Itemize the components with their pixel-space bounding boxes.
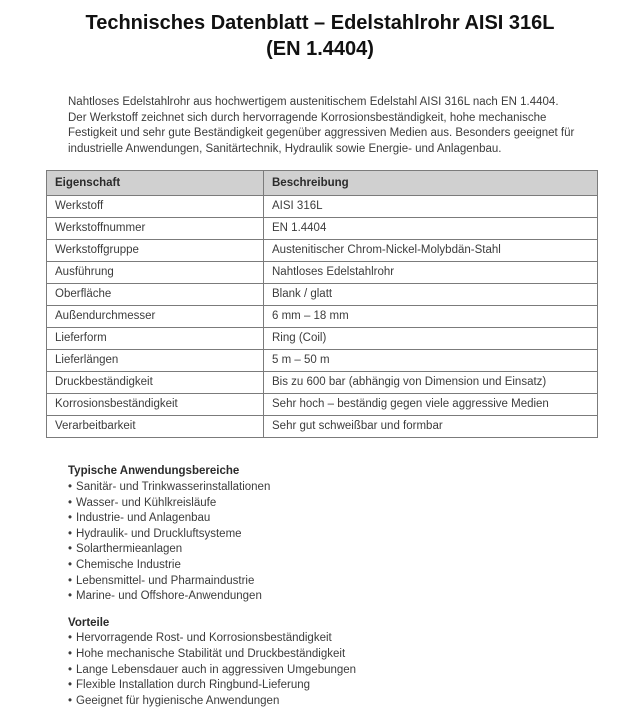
list-item xyxy=(68,574,640,590)
spec-property: Werkstoff xyxy=(47,196,264,218)
intro-line: Festigkeit und sehr gute Beständigkeit gegenüber aggressiven Medien aus. Besonders geeignet für xyxy=(68,127,575,140)
intro-line: industrielle Anwendungen, Sanitärtechnik, Hydraulik sowie Energie- und Anlagenbau. xyxy=(68,142,502,155)
spec-property: Werkstoffgruppe xyxy=(47,240,264,262)
table-row xyxy=(47,328,598,350)
list-item-text: Hydraulik- und Druckluftsysteme xyxy=(76,527,242,540)
bullet-icon: • xyxy=(68,590,73,603)
list-item xyxy=(68,678,640,694)
bullet-icon: • xyxy=(68,558,73,571)
spec-value: Blank / glatt xyxy=(264,284,598,306)
list-item xyxy=(68,663,640,679)
table-row xyxy=(47,262,598,284)
table-row xyxy=(47,284,598,306)
spec-property: Oberfläche xyxy=(47,284,264,306)
applications-section xyxy=(68,464,640,604)
list-item-text: Solarthermieanlagen xyxy=(76,543,183,556)
spec-property: Werkstoffnummer xyxy=(47,218,264,240)
list-item xyxy=(68,647,640,663)
list-item xyxy=(68,542,640,558)
intro-line: Nahtloses Edelstahlrohr aus hochwertigem austenitischem Edelstahl AISI 316L nach EN 1.4404. xyxy=(68,96,559,108)
list-item-text: Industrie- und Anlagenbau xyxy=(76,512,211,525)
spec-property: Lieferform xyxy=(47,328,264,350)
table-row xyxy=(47,306,598,328)
table-row xyxy=(47,372,598,394)
list-item-text: Geeignet für hygienische Anwendungen xyxy=(76,694,280,707)
list-item xyxy=(68,527,640,543)
bullet-icon: • xyxy=(68,574,73,587)
column-header-property: Eigenschaft xyxy=(47,171,264,196)
bullet-icon: • xyxy=(68,694,73,707)
spec-property: Ausführung xyxy=(47,262,264,284)
bullet-icon: • xyxy=(68,647,73,660)
spec-value: 5 m – 50 m xyxy=(264,350,598,372)
list-item-text: Marine- und Offshore-Anwendungen xyxy=(76,590,262,603)
list-item-text: Lange Lebensdauer auch in aggressiven Umgebungen xyxy=(76,663,357,676)
list-item xyxy=(68,589,640,605)
column-header-description: Beschreibung xyxy=(264,171,598,196)
list-item-text: Lebensmittel- und Pharmaindustrie xyxy=(76,574,255,587)
spec-table xyxy=(46,170,598,438)
bullet-icon: • xyxy=(68,512,73,525)
spec-value: Austenitischer Chrom-Nickel-Molybdän-Stahl xyxy=(264,240,598,262)
table-row xyxy=(47,350,598,372)
spec-value: EN 1.4404 xyxy=(264,218,598,240)
spec-value: Sehr hoch – beständig gegen viele aggressive Medien xyxy=(264,394,598,416)
bullet-icon: • xyxy=(68,632,73,645)
list-item xyxy=(68,480,640,496)
spec-property: Druckbeständigkeit xyxy=(47,372,264,394)
bullet-icon: • xyxy=(68,679,73,692)
applications-heading: Typische Anwendungsbereiche xyxy=(68,465,240,478)
list-item-text: Chemische Industrie xyxy=(76,558,181,571)
table-header-row xyxy=(47,171,598,196)
spec-value: Bis zu 600 bar (abhängig von Dimension und Einsatz) xyxy=(264,372,598,394)
spec-value: Sehr gut schweißbar und formbar xyxy=(264,416,598,438)
list-item xyxy=(68,631,640,647)
list-item xyxy=(68,558,640,574)
list-item-text: Hohe mechanische Stabilität und Druckbeständigkeit xyxy=(76,647,346,660)
spec-property: Lieferlängen xyxy=(47,350,264,372)
spec-value: AISI 316L xyxy=(264,196,598,218)
advantages-heading: Vorteile xyxy=(68,616,110,629)
intro-line: Der Werkstoff zeichnet sich durch hervorragende Korrosionsbeständigkeit, hohe mechanische xyxy=(68,111,547,124)
spec-value: Nahtloses Edelstahlrohr xyxy=(264,262,598,284)
bullet-icon: • xyxy=(68,543,73,556)
bullet-icon: • xyxy=(68,496,73,509)
list-item xyxy=(68,694,640,710)
bullet-icon: • xyxy=(68,480,73,493)
bullet-icon: • xyxy=(68,663,73,676)
table-row xyxy=(47,196,598,218)
list-item xyxy=(68,496,640,512)
page-title-line1: Technisches Datenblatt – Edelstahlrohr AISI 316L xyxy=(85,12,555,34)
list-item-text: Flexible Installation durch Ringbund-Lieferung xyxy=(76,679,311,692)
table-row xyxy=(47,416,598,438)
spec-value: 6 mm – 18 mm xyxy=(264,306,598,328)
page-title xyxy=(0,0,640,62)
spec-property: Außendurchmesser xyxy=(47,306,264,328)
list-item xyxy=(68,511,640,527)
list-item-text: Sanitär- und Trinkwasserinstallationen xyxy=(76,480,271,493)
list-item-text: Hervorragende Rost- und Korrosionsbeständigkeit xyxy=(76,632,332,645)
table-row xyxy=(47,394,598,416)
list-item-text: Wasser- und Kühlkreisläufe xyxy=(76,496,217,509)
intro-paragraph xyxy=(68,95,592,157)
table-row xyxy=(47,218,598,240)
page-title-line2: (EN 1.4404) xyxy=(266,38,374,60)
spec-value: Ring (Coil) xyxy=(264,328,598,350)
table-row xyxy=(47,240,598,262)
advantages-section xyxy=(68,616,640,710)
bullet-icon: • xyxy=(68,527,73,540)
spec-property: Verarbeitbarkeit xyxy=(47,416,264,438)
spec-property: Korrosionsbeständigkeit xyxy=(47,394,264,416)
